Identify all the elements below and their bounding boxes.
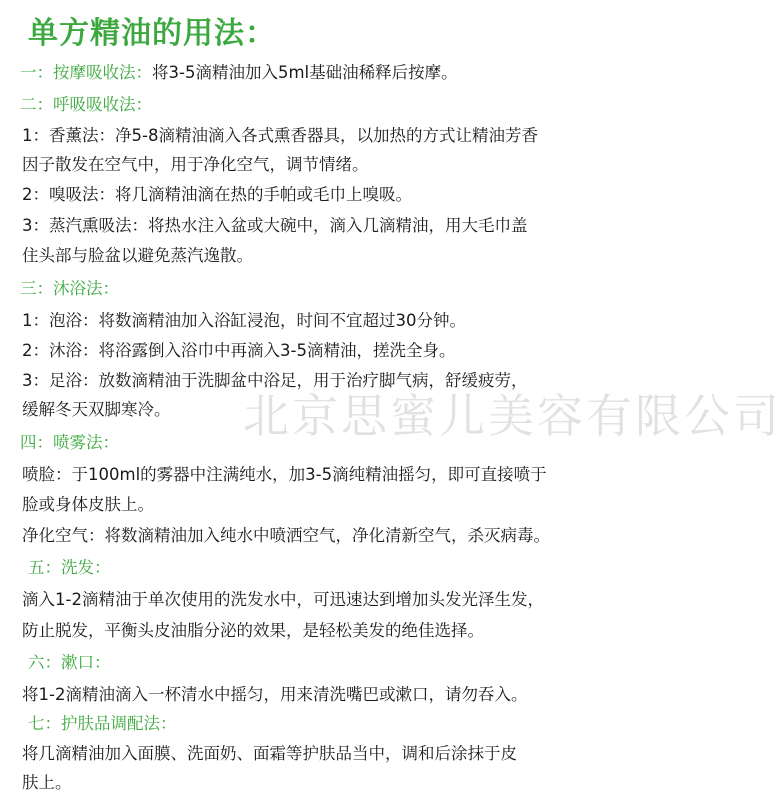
s2-item-3-label: 3：蒸汽熏吸法： [22,216,148,235]
section-2-heading: 二：呼吸吸收法： [20,95,152,114]
s3-item-3-line-2: 缓解冬天双脚寒冷。 [22,400,171,419]
s3-item-1-label: 1：泡浴： [22,311,99,330]
s3-item-3-text: 放数滴精油于洗脚盆中浴足，用于治疗脚气病，舒缓疲劳， [98,371,528,390]
s3-item-1-line-1 [22,310,466,332]
s3-item-3-line-1 [22,370,528,392]
section-1-text: 将3-5滴精油加入5ml基础油稀释后按摩。 [152,63,458,82]
s7-line-1: 将几滴精油加入面膜、洗面奶、面霜等护肤品当中，调和后涂抹于皮 [22,744,517,763]
s2-item-3-line-2: 住头部与脸盆以避免蒸汽逸散。 [22,246,253,265]
s2-item-1-line-1 [22,125,538,147]
s6-line-1: 将1-2滴精油滴入一杯清水中摇匀，用来清洗嘴巴或漱口，请勿吞入。 [22,685,528,704]
section-7-heading: 七：护肤品调配法： [28,714,177,733]
watermark: 北京思蜜儿美容有限公司 [243,389,782,443]
page-title: 单方精油的用法： [28,16,276,51]
s2-item-1-label: 1：香薰法： [22,126,115,145]
section-1-heading: 一：按摩吸收法： [20,63,152,82]
s4-item-1-label: 喷脸： [22,465,72,484]
s3-item-2-line-1 [22,340,455,362]
section-3-heading: 三：沐浴法： [20,279,119,298]
s5-line-1: 滴入1-2滴精油于单次使用的洗发水中，可迅速达到增加头发光泽生发， [22,590,544,609]
s7-line-2: 肤上。 [22,773,72,792]
s2-item-2-label: 2：嗅吸法： [22,185,115,204]
s4-item-2-line-1 [22,525,550,547]
s3-item-2-text: 将浴露倒入浴巾中再滴入3-5滴精油，搓洗全身。 [98,341,456,360]
s5-line-2: 防止脱发，平衡头皮油脂分泌的效果，是轻松美发的绝佳选择。 [22,621,484,640]
s4-item-1-line-2: 脸或身体皮肤上。 [22,495,154,514]
s2-item-2-text: 将几滴精油滴在热的手帕或毛巾上嗅吸。 [115,185,412,204]
s2-item-3-text: 将热水注入盆或大碗中，滴入几滴精油，用大毛巾盖 [148,216,528,235]
s4-item-2-label: 净化空气： [22,526,105,545]
section-4-heading: 四：喷雾法： [20,433,119,452]
section-5-heading: 五：洗发： [28,558,111,577]
s4-item-1-text: 于100ml的雾器中注满纯水，加3-5滴纯精油摇匀，即可直接喷于 [71,465,547,484]
s2-item-2-line-1 [22,184,412,206]
section-1-line [20,62,458,84]
s2-item-1-text: 净5-8滴精油滴入各式熏香器具，以加热的方式让精油芳香 [115,126,538,145]
s3-item-1-text: 将数滴精油加入浴缸浸泡，时间不宜超过30分钟。 [98,311,466,330]
s2-item-1-line-2: 因子散发在空气中，用于净化空气，调节情绪。 [22,155,369,174]
s4-item-1-line-1 [22,464,547,486]
s2-item-3-line-1 [22,215,528,237]
section-6-heading: 六：漱口： [28,653,111,672]
s3-item-2-label: 2：沐浴： [22,341,99,360]
s3-item-3-label: 3：足浴： [22,371,99,390]
s4-item-2-text: 将数滴精油加入纯水中喷洒空气，净化清新空气，杀灭病毒。 [104,526,550,545]
